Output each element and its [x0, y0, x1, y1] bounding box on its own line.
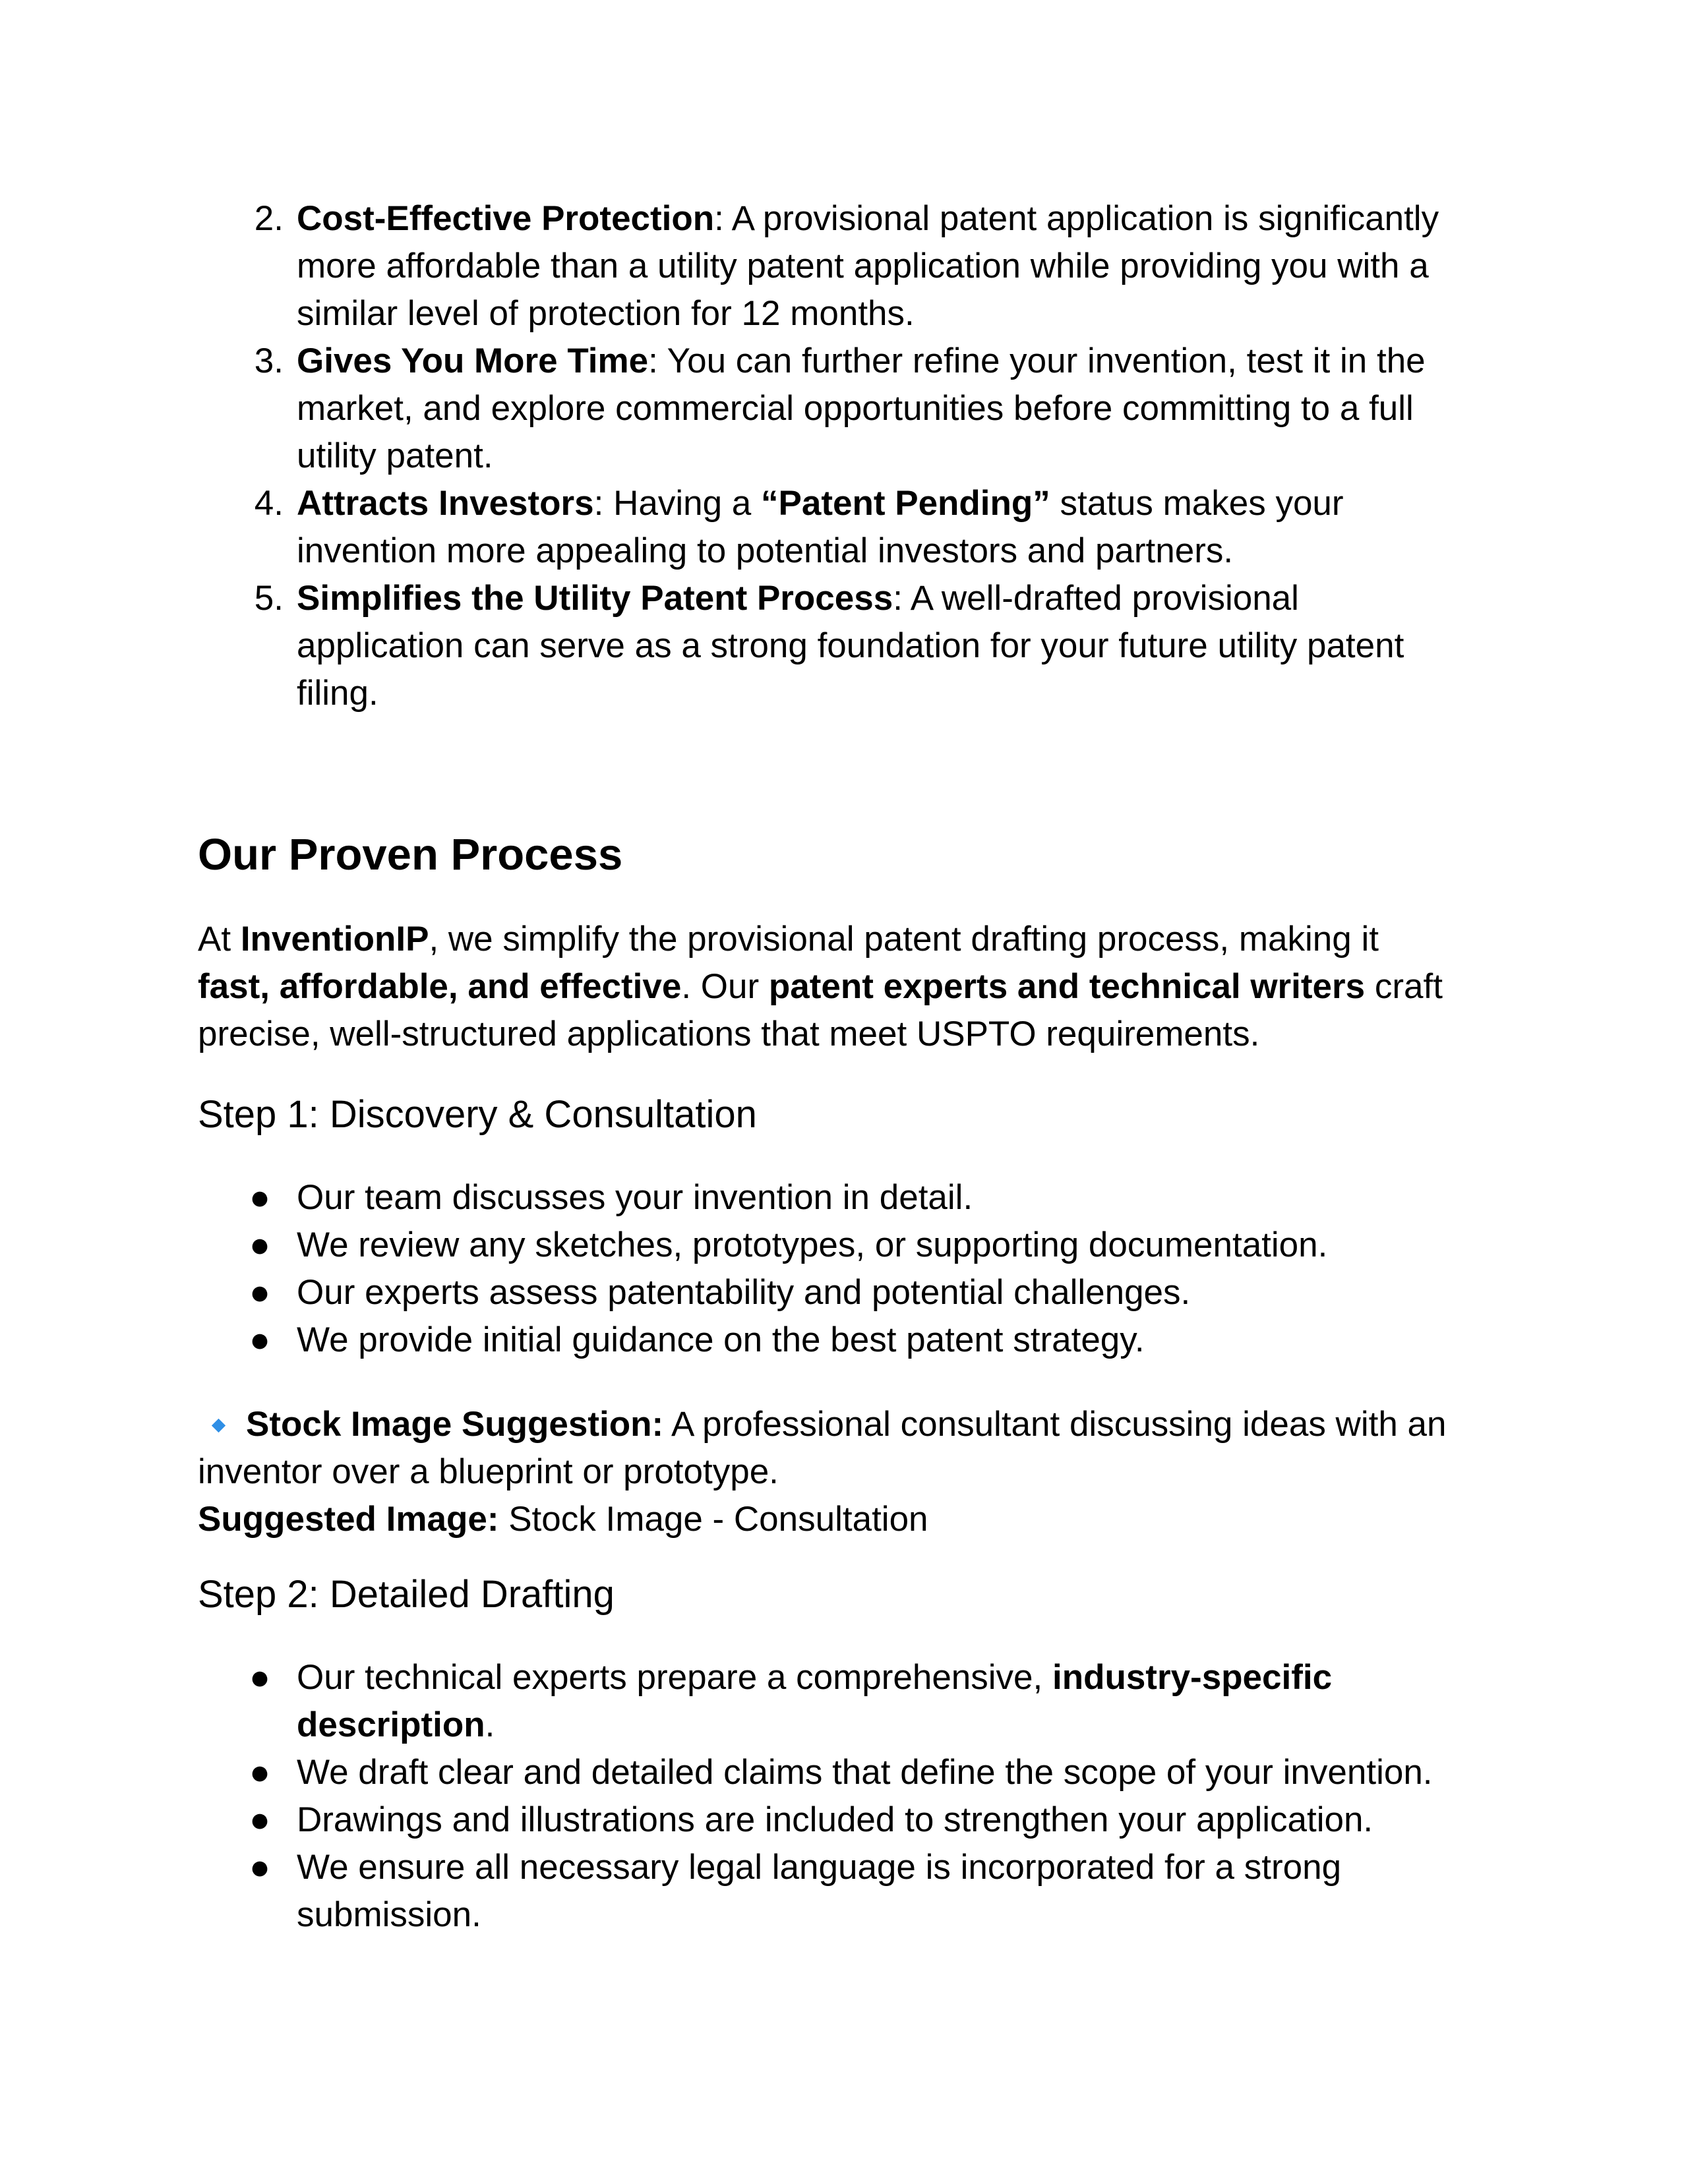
- bullet-icon: ●: [249, 1848, 271, 1887]
- list-item: 3. Gives You More Time: You can further refine your invention, test it in the market, and explore commercial opportunities before committing to a full utility patent.: [198, 338, 1510, 480]
- list-number: 4.: [254, 484, 284, 523]
- bullet-icon: ●: [249, 1753, 271, 1792]
- benefits-list: [198, 195, 1510, 717]
- list-number: 3.: [254, 341, 284, 380]
- stock-image-suggestion: Stock Image Suggestion: A professional consultant discussing ideas with an inventor over a blueprint or prototype. Suggested Image: Stock Image - Consultation: [198, 1405, 1447, 1539]
- list-item: 2. Cost-Effective Protection: A provisional patent application is significantly more affordable than a utility patent application while providing you with a similar level of protection for 12 months.: [198, 195, 1510, 338]
- benefit-title: Attracts Investors: [297, 484, 594, 523]
- bullet-icon: ●: [249, 1178, 271, 1217]
- list-number: 2.: [254, 199, 284, 238]
- list-item: ● Our team discusses your invention in detail.: [198, 1174, 1510, 1222]
- bullet-icon: ●: [249, 1273, 271, 1312]
- list-item: ● Drawings and illustrations are included to strengthen your application.: [198, 1796, 1510, 1844]
- benefit-title: Simplifies the Utility Patent Process: [297, 579, 893, 618]
- list-item: 5. Simplifies the Utility Patent Process: A well-drafted provisional application can serve as a strong foundation for your future utility patent filing.: [198, 575, 1510, 717]
- list-number: 5.: [254, 579, 284, 618]
- benefit-title: Gives You More Time: [297, 341, 649, 380]
- intro-paragraph: At InventionIP, we simplify the provisional patent drafting process, making it fast, affordable, and effective. Our patent experts and technical writers craft precise, well-structured applications that meet USPTO requirements.: [198, 920, 1443, 1053]
- bullet-icon: ●: [249, 1658, 271, 1697]
- list-item: ● Our technical experts prepare a comprehensive, industry-specific description.: [198, 1654, 1510, 1749]
- step-2-heading: Step 2: Detailed Drafting: [198, 1573, 615, 1616]
- list-item: ● We draft clear and detailed claims that define the scope of your invention.: [198, 1749, 1510, 1796]
- step-2-bullets: [198, 1654, 1510, 1939]
- bullet-icon: ●: [249, 1225, 271, 1264]
- bullet-icon: ●: [249, 1800, 271, 1839]
- brand-name: InventionIP: [240, 920, 429, 959]
- list-item: ● We provide initial guidance on the best patent strategy.: [198, 1316, 1510, 1364]
- bullet-icon: ●: [249, 1320, 271, 1359]
- step-1-heading: Step 1: Discovery & Consultation: [198, 1093, 757, 1136]
- section-heading: Our Proven Process: [198, 830, 623, 879]
- step-1-bullets: [198, 1174, 1510, 1364]
- diamond-icon: [212, 1419, 226, 1432]
- suggested-image-label: Suggested Image:: [198, 1500, 499, 1539]
- list-item: ● We review any sketches, prototypes, or supporting documentation.: [198, 1222, 1510, 1269]
- benefit-title: Cost-Effective Protection: [297, 199, 715, 238]
- list-item: ● Our experts assess patentability and potential challenges.: [198, 1269, 1510, 1316]
- list-item: 4. Attracts Investors: Having a “Patent Pending” status makes your invention more appealing to potential investors and partners.: [198, 480, 1510, 575]
- list-item: ● We ensure all necessary legal language is incorporated for a strong submission.: [198, 1844, 1510, 1939]
